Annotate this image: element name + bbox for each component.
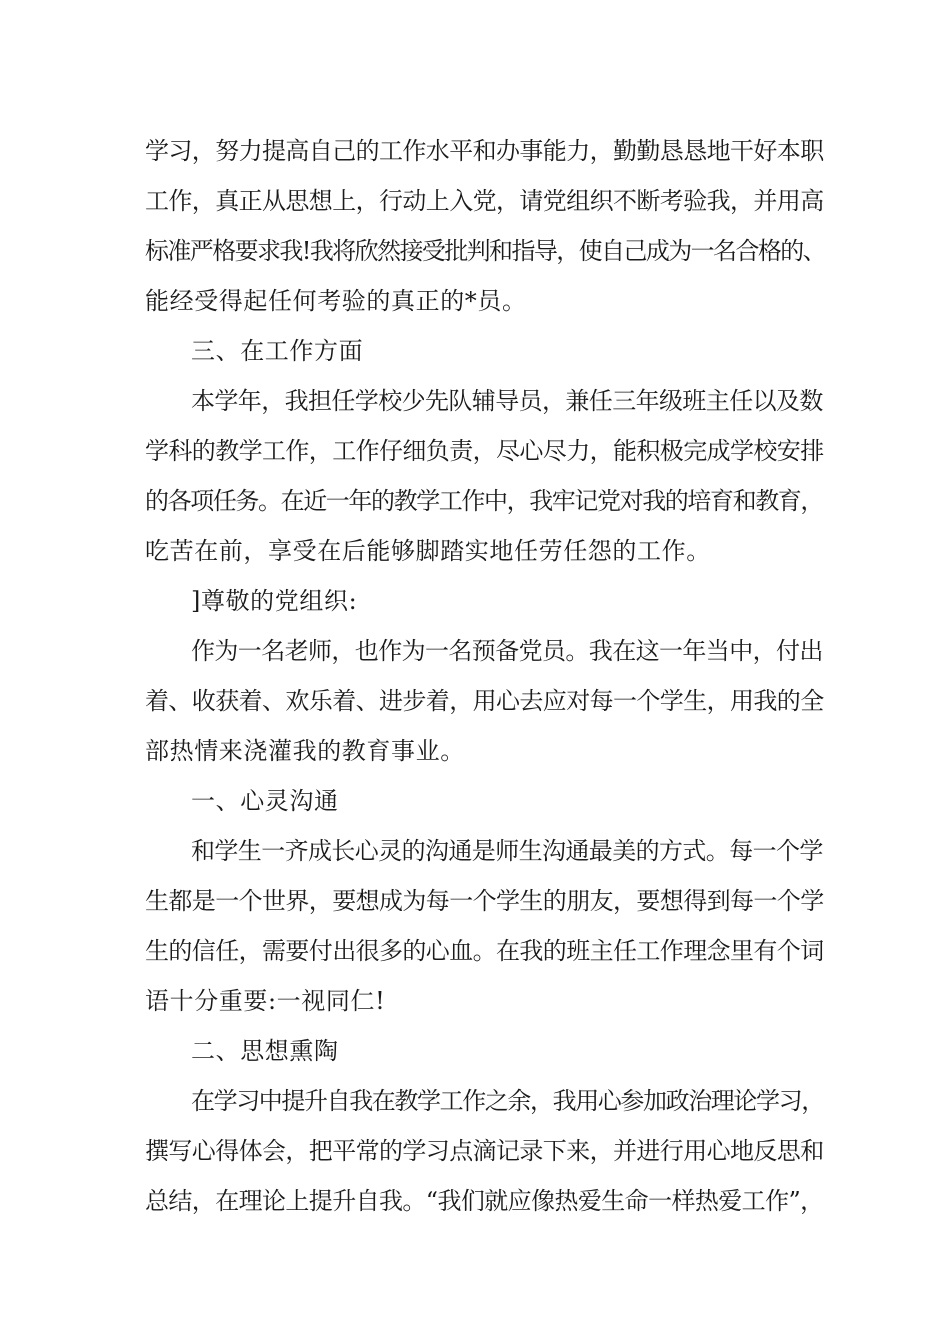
text-line: 撰写心得体会，把平常的学习点滴记录下来，并进行用心地反思和 (145, 1137, 824, 1165)
text-line: 在学习中提升自我在教学工作之余，我用心参加政治理论学习， (191, 1087, 824, 1115)
text-line: 部热情来浇灌我的教育事业。 (145, 737, 465, 765)
text-line: 标准严格要求我!我将欣然接受批判和指导，使自己成为一名合格的、 (145, 237, 826, 265)
text-line: 生的信任，需要付出很多的心血。在我的班主任工作理念里有个词 (145, 937, 824, 965)
text-line: 总结，在理论上提升自我。“我们就应像热爱生命一样热爱工作”， (145, 1187, 824, 1215)
text-line: 一、心灵沟通 (191, 787, 339, 815)
text-line: 生都是一个世界，要想成为每一个学生的朋友，要想得到每一个学 (145, 887, 824, 915)
text-line: 工作，真正从思想上，行动上入党，请党组织不断考验我，并用高 (145, 187, 824, 215)
text-line: 吃苦在前，享受在后能够脚踏实地任劳任怨的工作。 (145, 537, 711, 565)
text-line: 三、在工作方面 (191, 337, 364, 365)
text-line: 学科的教学工作，工作仔细负责，尽心尽力，能积极完成学校安排 (145, 437, 824, 465)
text-line: ]尊敬的党组织: (191, 587, 358, 615)
text-line: 和学生一齐成长心灵的沟通是师生沟通最美的方式。每一个学 (191, 837, 823, 865)
text-line: 的各项任务。在近一年的教学工作中，我牢记党对我的培育和教育， (145, 487, 823, 515)
text-line: 着、收获着、欢乐着、进步着，用心去应对每一个学生，用我的全 (145, 687, 824, 715)
document-body (145, 126, 825, 1226)
text-line: 学习，努力提高自己的工作水平和办事能力，勤勤恳恳地干好本职 (145, 137, 824, 165)
text-line: 作为一名老师，也作为一名预备党员。我在这一年当中，付出 (191, 637, 823, 665)
text-line: 二、思想熏陶 (191, 1037, 339, 1065)
text-line: 能经受得起任何考验的真正的*员。 (145, 287, 527, 315)
text-line: 本学年，我担任学校少先队辅导员，兼任三年级班主任以及数 (191, 387, 823, 415)
text-line: 语十分重要:一视同仁! (145, 987, 386, 1015)
